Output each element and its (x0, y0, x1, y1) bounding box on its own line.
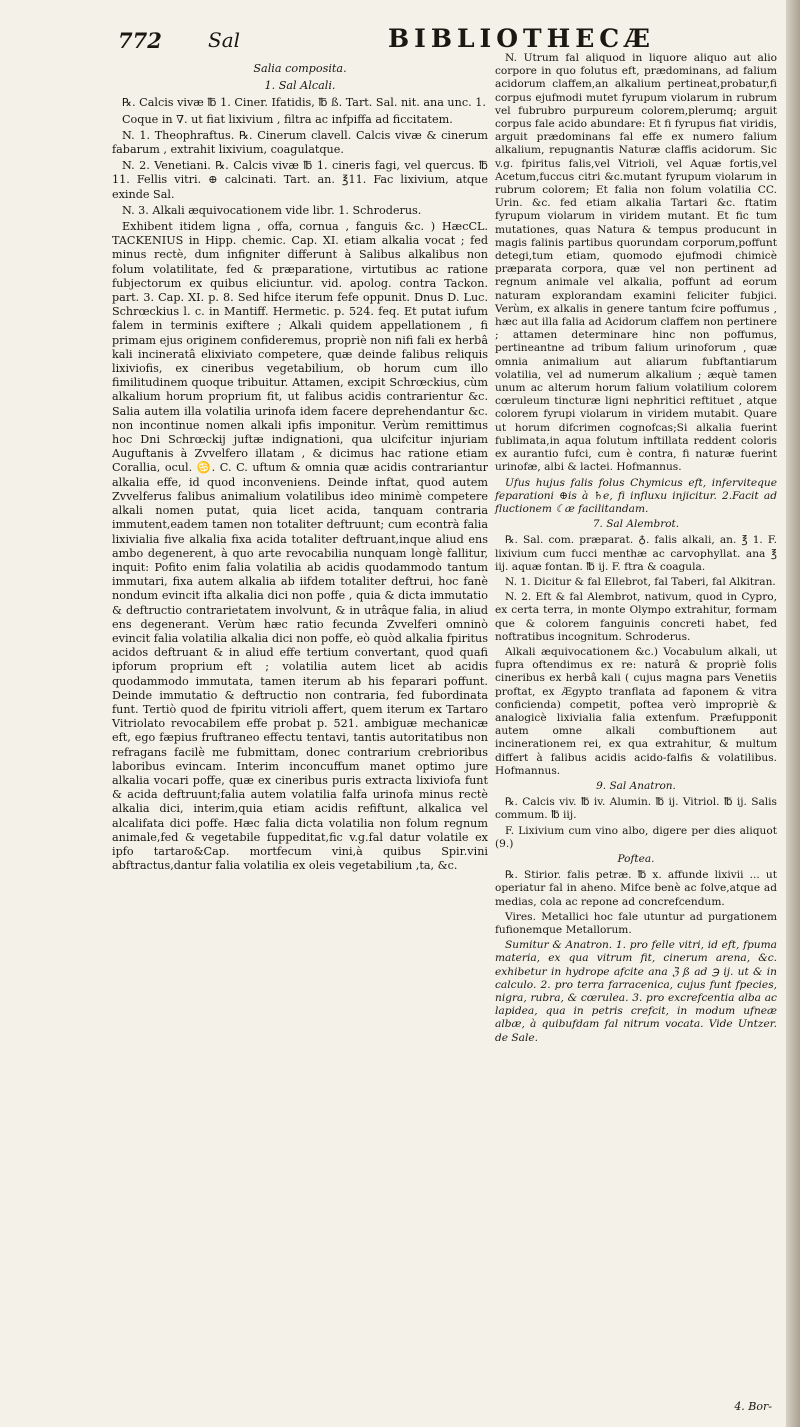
running-title: BIBLIOTHECÆ (388, 24, 656, 53)
section-title-postea: Poftea. (617, 852, 655, 865)
paragraph: ℞. Calcis vivæ ℔ 1. Ciner. Ifatidis, ℔ ß. Tart. Sal. nit. ana unc. 1. (122, 96, 486, 110)
left-column (112, 60, 488, 875)
paragraph: ℞. Calcis viv. ℔ iv. Alumin. ℔ ij. Vitriol. ℔ ij. Salis commum. ℔ iij. (495, 796, 777, 822)
sub-title: 1. Sal Alcali. (264, 79, 336, 93)
paragraph: Ufus hujus falis folus Chymicus eft, inferviteque feparationi ⊕is à ♄e, fi influxu injicitur. 2.Facit ad fluctionem ☾æ facilitandam. (495, 476, 777, 515)
paragraph: Coque in ∇. ut fiat lixivium , filtra ac infpiffa ad ficcitatem. (122, 112, 453, 126)
paragraph: ℞. Stirior. falis petræ. ℔ x. affunde lixivii ... ut operiatur fal in aheno. Mifce benè ac folve,atque ad medias, cola ac repone ad concrefcendum. (495, 869, 777, 908)
paragraph: Exhibent itidem ligna , offa, cornua , fanguis &c. ) HæcCL. TACKENIUS in Hipp. chemic. Cap. XI. etiam alkalia vocat ; fed minus rectè, dum infigniter differunt à Salibus alkalibus non folum volatilitate, fed & præparatione, virtutibus ac ratione fubjectorum ex quibus eliciuntur. vid. apolog. contra Tackon. part. 3. Cap. XI. p. 8. Sed hifce iterum fefe oppunit. Dnus D. Luc. Schrœckius l. c. in Mantiff. Hermetic. p. 524. feq. Et putat iufum falem in terminis exiftere ; Alkali quidem appellationem , fi primam ejus originem confideremus, propriè non nifi fali ex herbâ kali incineratâ elixiviato competere, quæ deinde falibus reliquis lixiviofis, ex cineribus vegetabilium, ob horum cum illo fimilitudinem quoque tribuitur. Attamen, excipit Schrœckius, cùm alkalium horum proprium fit, ut falibus acidis contrarientur &c. Salia autem illa volatilia urinofa idem facere deprehendantur &c. non incontinue nomen alkali ipfis imponitur. Verùm remittimus hoc Dni Schrœckij juftæ indignationi, qua ulcifcitur injuriam Auguftanis à Zvvelfero illatam , & dicimus hac ratione etiam Corallia, ocul. ♋. C. C. uftum & omnia quæ acidis contrariantur alkalia effe, id quod inconveniens. Deinde inftat, quod autem Zvvelferus falibus animalium volatilibus ideo minimè competere alkali nomen putat, quia licet acida, tanquam contraria immutent,eadem tamen non totaliter deftruunt; cum econtrà falia lixivialia five alkalia fixa acida totaliter deftruant,inque aliud ens ambo degenerent, à quo arte revocabilia nunquam longè fallitur, inquit: Pofito enim falia volatilia ab acidis quodammodo tantum immutari, fixa autem alkalia ab iifdem totaliter deftrui, hoc fanè nondum evincit ifta alkalia dici non poffe , quia & dicta immutatio & deftructio contrarietatem involvunt, & in utrâque falia, in aliud ens degenerant. Verùm hæc ratio fecunda Zvvelferi omninò evincit falia volatilia alkalia dici non poffe, eò quòd alkalia fpiritus acidos deftruant & in aliud effe tertium convertant, quod quafi ipforum proprium eft ; volatilia autem licet ab acidis quodammodo immutata, tamen iterum ab his feparari poffunt. Deinde immutatio & deftructio non contraria, fed fubordinata funt. Tertiò quod de fpiritu vitrioli affert, quem iterum ex Tartaro Vitriolato revocabilem effe probat p. 521. ambiguæ mechanicæ eft, ego fæpius fruftraneo effectu tentavi, tantis autoritatibus non refragans facilè me fubmittam, donec contrarium crebrioribus laboribus evincam. Interim inconcuffum manet optimo jure alkalia vocari poffe, quæ ex cineribus puris extracta lixiviofa funt & acida deftruunt;falia autem volatilia falfa urinofa minus rectè alkalia dici, interim,quia etiam acidis refiftunt, alkalica vel alcalifata dici poffe. Hæc falia dicta volatilia non folum regnum animale,fed & vegetabile fuppeditat,fic v.g.fal datur volatile ex ipfo tartaro&Cap. mortfecum vini,à quibus Spir.vini abftractus,dantur falia volatilia ex oleis vegetabilium ,ta, &c. (112, 220, 488, 873)
paragraph: N. 1. Dicitur & fal Ellebrot, fal Taberi, fal Alkitran. (505, 575, 776, 588)
paragraph: Vires. Metallici hoc fale utuntur ad purgationem fufionemque Metallorum. (495, 910, 777, 936)
right-column (495, 52, 777, 1047)
paragraph: F. Lixivium cum vino albo, digere per dies aliquot (9.) (495, 824, 777, 850)
page-number: 772 (118, 28, 162, 53)
running-head: Sal (208, 28, 241, 52)
paragraph: Sumitur & Anatron. 1. pro felle vitri, id eft, fpuma materia, ex qua vitrum fit, cinerum arena, &c. exhibetur in hydrope afcite ana ℨ ß ad ℈ ij. ut & in calculo. 2. pro terra farracenica, cujus funt fpecies, nigra, rubra, & cœrulea. 3. pro excrefcentia alba ac lapidea, qua in petris crefcit, in modum ufneæ albæ, à quibufdam fal nitrum vocata. Vide Untzer. de Sale. (495, 939, 777, 1044)
section-title-alembrot: 7. Sal Alembrot. (592, 518, 680, 531)
paragraph: Alkali æquivocationem &c.) Vocabulum alkali, ut fupra oftendimus ex re: naturâ & propriè folis cineribus ex herbâ kali ( cujus magna pars Venetiis proftat, ex Ægypto tranflata ad faponem & vitra conficienda) competit, poftea verò impropriè & analogicè lixivialia falia extenfum. Præfupponit autem omne alkali combuftionem aut incinerationem rei, ex qua extrahitur, & multum differt à falibus acidis acido-falfis & volatilibus. Hofmannus. (495, 645, 777, 777)
paragraph: N. 2. Eft & fal Alembrot, nativum, quod in Cypro, ex certa terra, in monte Olympo extrahitur, formam que & colorem fanguinis concreti habet, fed noftratibus incognitum. Schroderus. (495, 591, 777, 643)
paragraph: N. 3. Alkali æquivocationem vide libr. 1. Schroderus. (122, 203, 422, 217)
paragraph: N. Utrum fal aliquod in liquore aliquo aut alio corpore in quo folutus eft, prædominans, ad falium acidorum claffem,an alkalium pertineat,probatur,fi corpus ejufmodi mutet fyrupum violarum in rubrum vel fubrubro purpureum colorem,plerumq; arguit corpus fale acido abundare: Et fi fyrupus fiat viridis, arguit prædominans fal effe ex numero falium alkalium, repugnantis Naturæ claffis acidorum. Sic v.g. fpiritus falis,vel Vitrioli, vel Aquæ fortis,vel Acetum,fuccus citri &c.mutant fyrupum violarum in rubrum colorem; Et falia non folum volatilia CC. Urin. &c. fed etiam alkalia Tartari &c. ftatim fyrupum violarum in viridem mutant. Et fic tum mutationes, quas Natura & tempus producunt in magis falinis partibus quorundam corporum,poffunt detegi,tum etiam, quomodo ejufmodi chimicè præparata corpora, quæ vel non pertinent ad regnum animale vel alkalia, poffunt ad eorum naturam explorandam examini feliciter fubjici. Verùm, ex alkalis in genere tantum fcire poffumus , hæc aut illa falia ad Acidorum claffem non pertinere ; attamen determinare hinc non poffumus, pertineantne ad tribum falium urinoforum , quæ omnia animalium aut aliarum fubftantiarum volatilia, vel ad numerum alkalium ; æquè tamen unum ac alterum horum falium volatilium colorem cœruleum tincturæ ligni nephritici reftituet , atque colorem fyrupi violarum in viridem mutabit. Quare ut horum difcrimen cognofcas;Si alkalia fuerint fublimata,in aqua folutum inftillata reddent coloris ex aurantio fufci, cum è contra, fi naturæ fuerint urinofæ, albi & lactei. Hofmannus. (495, 52, 777, 474)
section-title: Salia composita. (253, 62, 347, 75)
section-title-anatron: 9. Sal Anatron. (596, 779, 676, 792)
signature-mark: 4. Bor- (734, 1400, 772, 1413)
paragraph: N. 1. Theophraftus. ℞. Cinerum clavell. Calcis vivæ & cinerum fabarum , extrahit lixivium, coagulatque. (112, 128, 488, 157)
page-edge (786, 0, 800, 1427)
paragraph: ℞. Sal. com. præparat. ♁. falis alkali, an. ℥ 1. F. lixivium cum fucci menthæ ac carvophyllat. ana ℥ iij. aquæ fontan. ℔ ij. F. ftra & coagula. (495, 534, 777, 573)
paragraph: N. 2. Venetiani. ℞. Calcis vivæ ℔ 1. cineris fagi, vel quercus. ℔ 11. Fellis vitri. ⊕ calcinati. Tart. an. ℥11. Fac lixivium, atque exinde Sal. (112, 159, 488, 201)
